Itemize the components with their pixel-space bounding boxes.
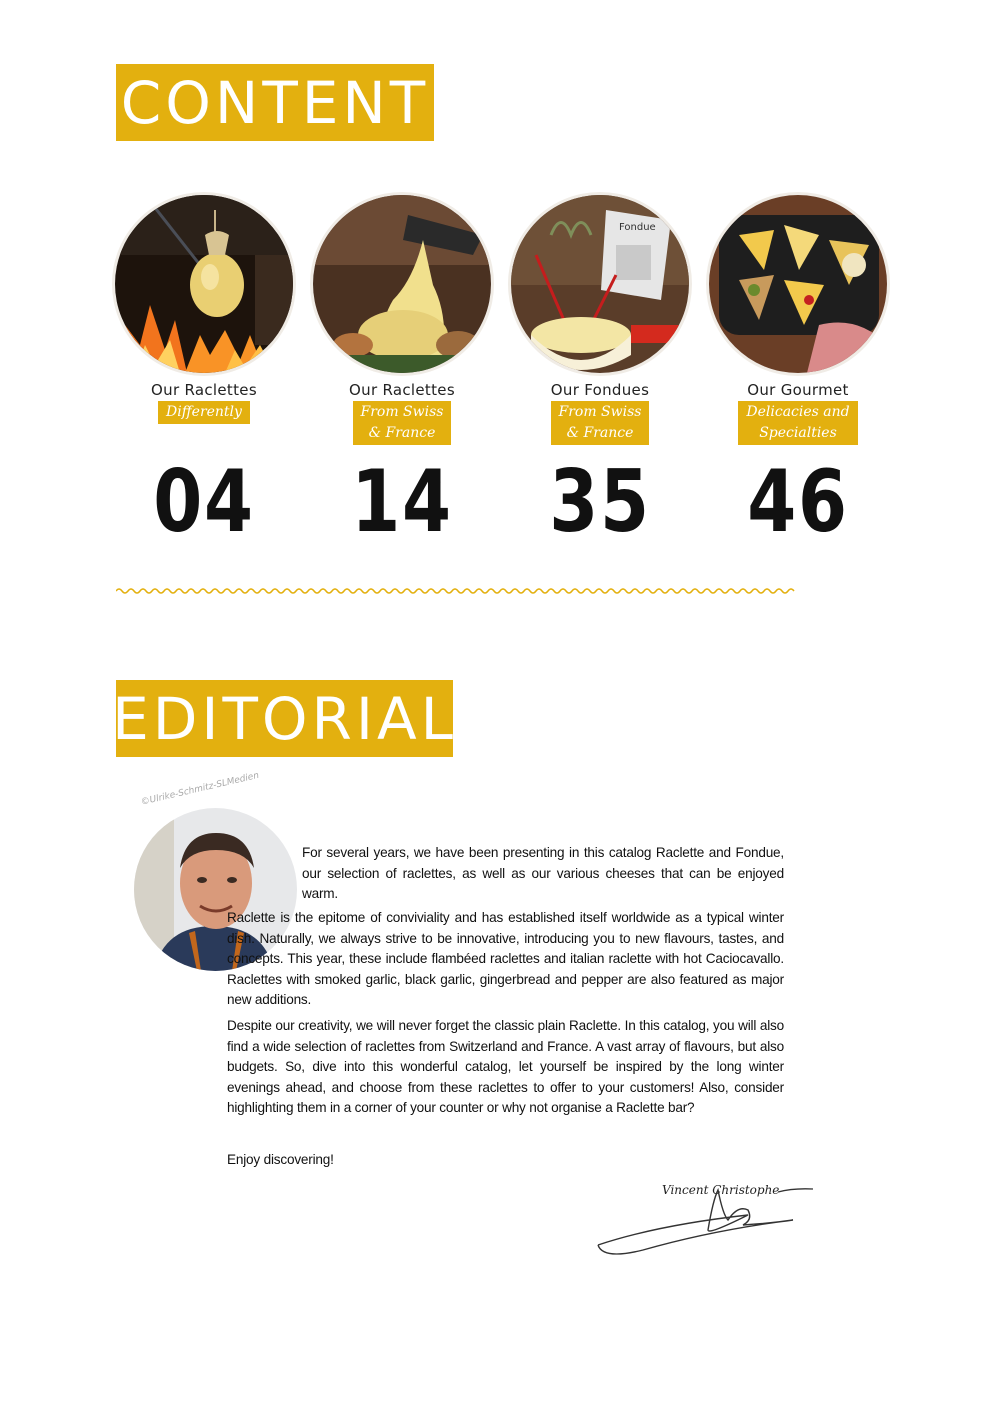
editorial-closing: Enjoy discovering!: [227, 1152, 334, 1167]
photo-credit: ©Ulrike-Schmitz-SLMedien: [140, 770, 261, 808]
page-number: 46: [747, 452, 849, 552]
fondue-pot-photo: [511, 195, 689, 373]
contents-item-raclettes-swiss-france[interactable]: [302, 195, 502, 552]
editorial-paragraph-2: [227, 908, 784, 1011]
section-title: Our Raclettes: [151, 381, 257, 399]
section-subtitle-tag: Differently: [158, 401, 250, 424]
contents-item-raclettes-differently[interactable]: [104, 195, 304, 552]
section-subtitle-tag: From Swiss & France: [551, 401, 650, 445]
section-title: Our Raclettes: [349, 381, 455, 399]
page-number: 04: [153, 452, 255, 552]
section-title: Our Gourmet: [747, 381, 849, 399]
editorial-paragraph-1: For several years, we have been presenting in this catalog Raclette and Fondue, our selection of raclettes, as well as our various cheeses that can be enjoyed warm.: [302, 845, 784, 902]
page-number: 14: [351, 452, 453, 552]
section-title: Our Fondues: [550, 381, 650, 399]
editorial-heading: EDITORIAL: [116, 680, 453, 757]
page-number: 35: [549, 452, 651, 552]
fondue-pack-label: Fondue: [619, 222, 656, 233]
raclette-fire-photo: [115, 195, 293, 373]
handwritten-signature: [590, 1170, 820, 1255]
editorial-paragraph-2-text: Raclette is the epitome of conviviality and has established itself worldwide as a typical winter dish. Naturally, we always strive to be innovative, introducing you to new flavours, tastes, and concepts. This year, these include flambéed raclettes and italian raclette with hot Caciocavallo. Raclettes with smoked garlic, black garlic, gingerbread and pepper are also featured as major new additions.: [227, 910, 784, 1008]
wavy-divider: [116, 586, 892, 596]
content-heading: CONTENT: [116, 64, 434, 141]
editorial-paragraph-3: Despite our creativity, we will never forget the classic plain Raclette. In this catalog, you will also find a wide selection of raclettes from Switzerland and France. A vast array of flavours, but also budgets. So, dive into this wonderful catalog, let yourself be inspired by the long winter evenings ahead, and choose from these raclettes to offer to your customers! Also, consider highlighting them in a corner of your counter or why not organise a Raclette bar?: [227, 1018, 784, 1116]
melted-raclette-photo: [313, 195, 491, 373]
raclette-pans-photo: [709, 195, 887, 373]
signature-name: Vincent Christophe: [662, 1183, 780, 1197]
section-subtitle-tag: From Swiss & France: [353, 401, 452, 445]
contents-item-fondues-swiss-france[interactable]: [500, 195, 700, 552]
contents-item-gourmet-delicacies[interactable]: [698, 195, 898, 552]
section-subtitle-tag: Delicacies and Specialties: [738, 401, 857, 445]
